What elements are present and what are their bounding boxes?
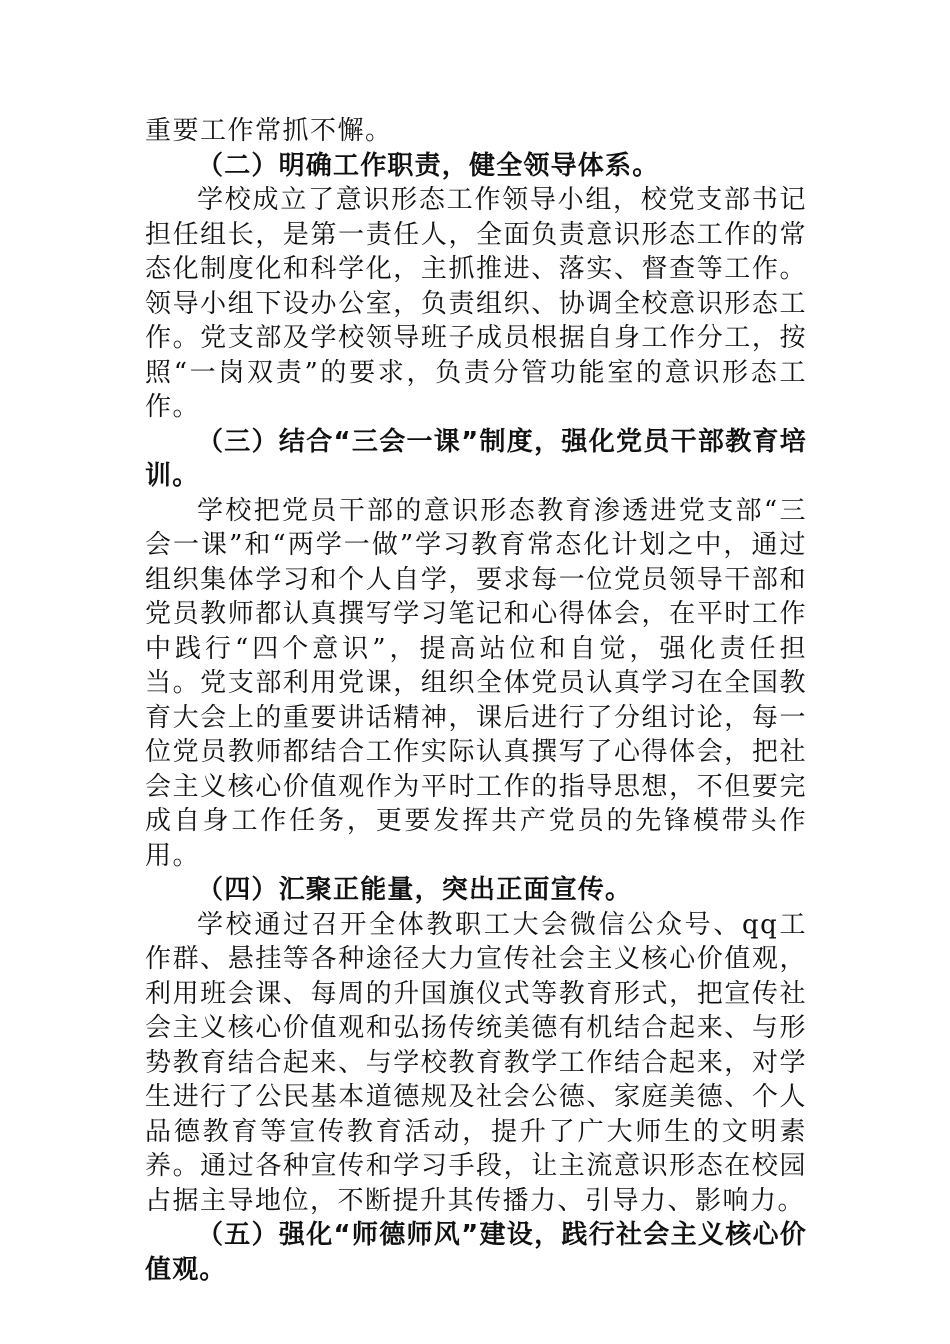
paragraph-training: 学校把党员干部的意识形态教育渗透进党支部“三会一课”和“两学一做”学习教育常态化计划之中，通过组织集体学习和个人自学，要求每一位党员领导干部和党员教师都认真撰写学习笔记和心得体会，在平时工作中践行“四个意识”，提高站位和自觉，强化责任担当。党支部利用党课，组织全体党员认真学习在全国教育大会上的重要讲话精神，课后进行了分组讨论，每一位党员教师都结合工作实际认真撰写了心得体会，把社会主义核心价值观作为平时工作的指导思想，不但要完成自身工作任务，更要发挥共产党员的先锋模带头作用。 <box>145 495 807 871</box>
paragraph-continuation: 重要工作常抓不懈。 <box>145 116 393 146</box>
section-heading-4: （四）汇聚正能量，突出正面宣传。 <box>197 875 633 905</box>
document-body <box>145 114 807 1287</box>
paragraph-leadership: 学校成立了意识形态工作领导小组，校党支部书记担任组长，是第一责任人，全面负责意识形态工作的常态化制度化和科学化，主抓推进、落实、督查等工作。领导小组下设办公室，负责组织、协调全校意识形态工作。党支部及学校领导班子成员根据自身工作分工，按照“一岗双责”的要求，负责分管功能室的意识形态工作。 <box>145 185 807 422</box>
paragraph-publicity: 学校通过召开全体教职工大会微信公众号、qq工作群、悬挂等各种途径大力宣传社会主义核心价值观，利用班会课、每周的升国旗仪式等教育形式，把宣传社会主义核心价值观和弘扬传统美德有机结合起来、与形势教育结合起来、与学校教育教学工作结合起来，对学生进行了公民基本道德规及社会公德、家庭美德、个人品德教育等宣传教育活动，提升了广大师生的文明素养。通过各种宣传和学习手段，让主流意识形态在校园占据主导地位，不断提升其传播力、引导力、影响力。 <box>145 909 807 1216</box>
section-heading-2: （二）明确工作职责，健全领导体系。 <box>197 150 660 181</box>
section-heading-3: （三）结合“三会一课”制度，强化党员干部教育培训。 <box>145 426 807 491</box>
section-heading-5: （五）强化“师德师风”建设，践行社会主义核心价值观。 <box>145 1220 807 1285</box>
